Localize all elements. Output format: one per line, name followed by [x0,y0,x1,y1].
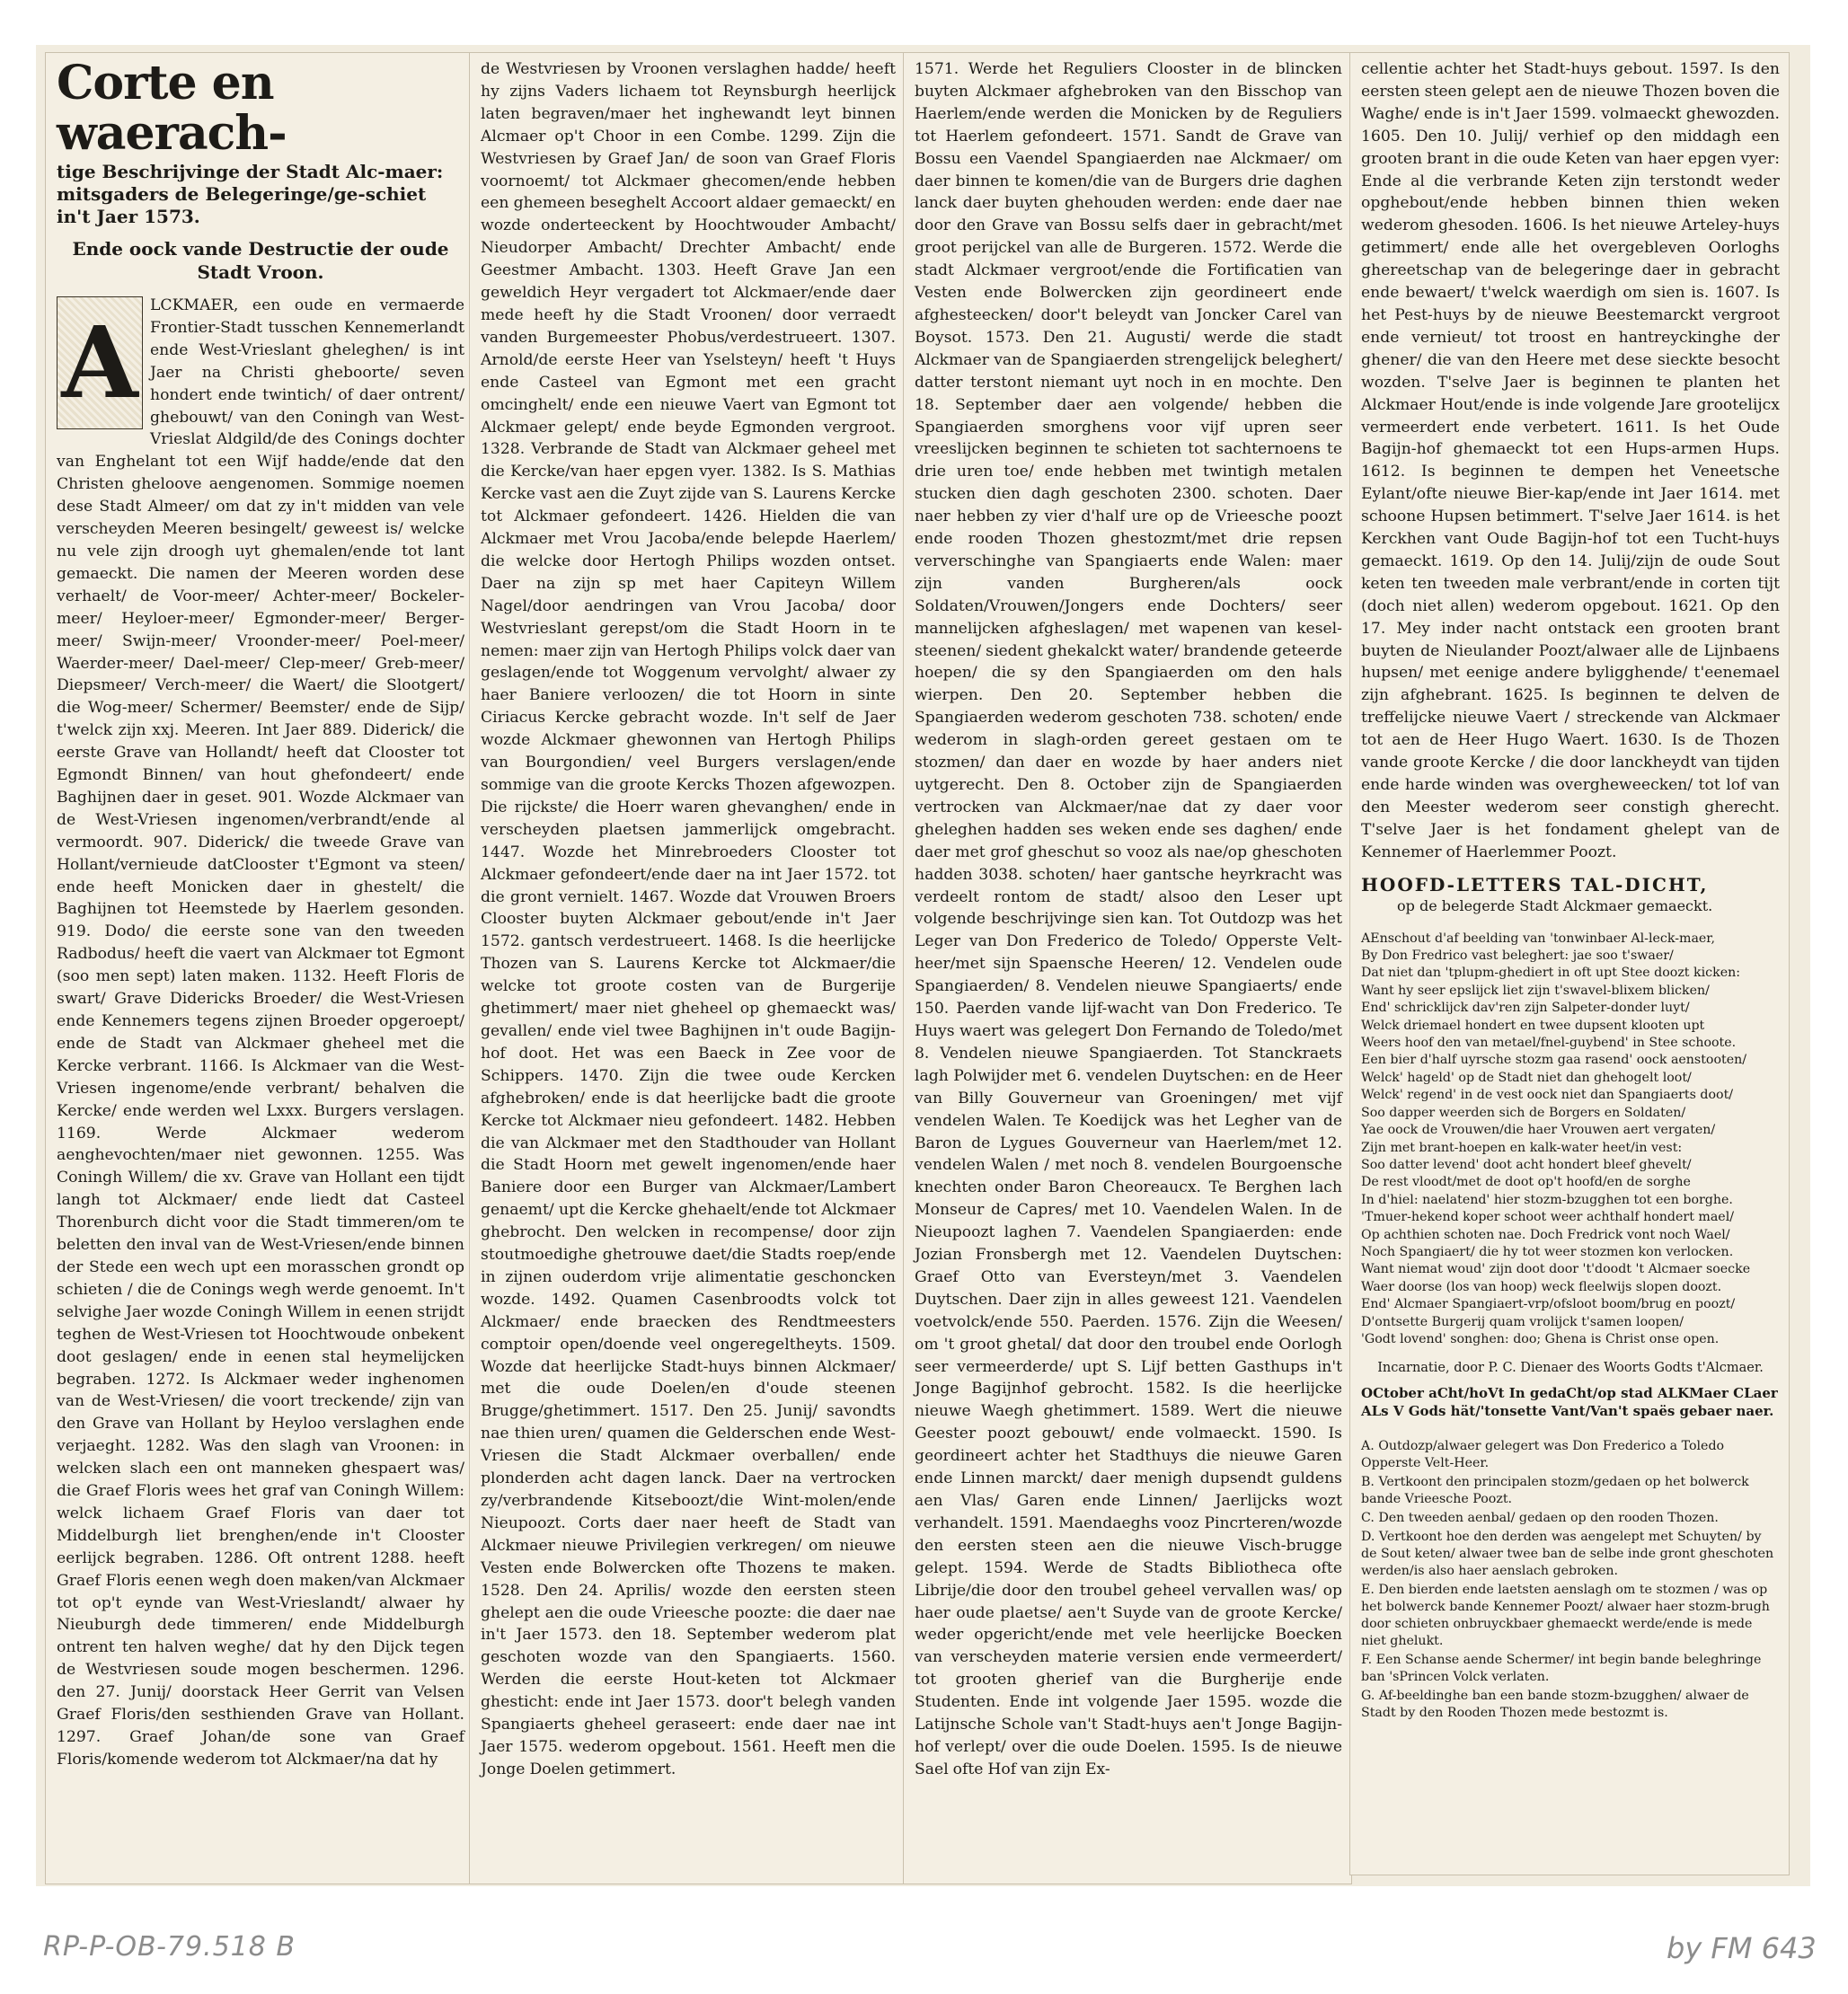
legend-item-c: C. Den tweeden aenbal/ gedaen op den rooden Thozen. [1361,1511,1719,1526]
title-continuation: tige Beschrijvinge der Stadt Alc-maer: mitsgaders de Belegeringe/ge-schiet in't Jaer 1573. [57,161,444,227]
poem-subtitle: op de belegerde Stadt Alckmaer gemaeckt. [1397,896,1713,914]
legend-item-b: B. Vertkoont den principalen stozm/gedaen op het bolwerck bande Vrieesche Poozt. [1361,1475,1749,1507]
column-4-text: cellentie achter het Stadt-huys gebout. 1597. Is den eersten steen gelept aen de nieuwe Thozen boven die Waghe/ ende is in't Jaer 1599. volmaeckt ghewozden. 1605. Den 10. Julij/ verhief op den middagh een grooten brant in die oude Keten van haer epgen vyer: Ende al die verbrande Keten zijn terstondt weder opghebout/ende hebben binnen thien weken wederom ghesoden. 1606. Is het nieuwe Arteley-huys getimmert/ ende alle het overgebleven Oorloghs ghereetschap van de belegeringe daer in gebracht ende bewaert/ t'welck waerdigh om sien is. 1607. Is het Pest-huys by de nieuwe Beestemarckt vergroot ende vernieut/ tot troost en hantreyckinghe der ghener/ die van den Heere met dese sieckte besocht wozden. T'selve Jaer is beginnen te planten het Alckmaer Hout/ende is inde volgende Jare grootelijcx vermeerdert ende verbetert. 1611. Is het Oude Bagijn-hof ghemaeckt tot een Hups-armen Hups. 1612. Is beginnen te dempen het Veneetsche Eylant/ofte nieuwe Bier-kap/ende int Jaer 1614. met schoone Hupsen betimmert. T'selve Jaer 1614. is het Kerckhen vant Oude Bagijn-hof tot een Tucht-huys gemaeckt. 1619. Op den 14. Julij/zijn de oude Sout keten ten tweeden male verbrant/ende in corten tijt (doch niet allen) wederom opgebout. 1621. Op den 17. Mey inder nacht ontstack een grooten brant buyten de Nieulander Poozt/alwaer alle de Lijnbaens hupsen/ met eenige andere byligghende/ t'eenemael zijn afghebrant. 1625. Is beginnen te delven de treffelijcke nieuwe Vaert / streckende van Alckmaer tot aen de Heer Hugo Waert. 1630. Is de Thozen vande groote Kercke / die door lanckheydt van tijden ende harde winden was overgheweecken/ tot lof van den Meester wederom seer constigh gherecht. T'selve Jaer is het fondament ghelept van de Kennemer of Haerlemmer Poozt. [1361,60,1780,861]
poem-signature: Incarnatie, door P. C. Dienaer des Woorts Godts t'Alcmaer. [1377,1361,1764,1376]
legend-item-a: A. Outdozp/alwaer gelegert was Don Frederico a Toledo Opperste Velt-Heer. [1361,1439,1725,1471]
title-heading: Corte en waerach- [57,56,287,161]
poem-text: AEnschout d'af beelding van 'tonwinbaer Al-leck-maer, By Don Fredrico vast beleghert: jae soo t'swaer/ Dat niet dan 'tplupm-ghediert in oft upt Stee doozt kicken: Want hy seer epslijck liet zijn t'swavel-blixem blicken/ End' schricklijck dav'ren zijn Salpeter-donder luyt/ Welck driemael hondert en twee dupsent klooten upt Weers hoof den van metael/fnel-guybend' in Stee schoote. Een bier d'half uyrsche stozm gaa rasend' oock aenstooten/ Welck' hageld' op de Stadt niet dan ghehogelt loot/ Welck' regend' in de vest oock niet dan Spangiaerts doot/ Soo dapper weerden sich de Borgers en Soldaten/ Yae oock de Vrouwen/die haer Vrouwen aert vergaten/ Zijn met brant-hoepen en kalk-water heet/in vest: Soo datter levend' doot acht hondert bleef ghevelt/ De rest vloodt/met de doot op't hoofd/en de sorghe In d'hiel: naelatend' hier stozm-bzugghen tot een borghe. 'Tmuer-hekend koper schoot weer achthalf hondert mael/ Op achthien schoten nae. Doch Fredrick vont noch Wael/ Noch Spangiaert/ die hy tot weer stozmen kon verlocken. Want niemat woud' zijn doot door 't'doodt 't Alcmaer soecke Waer doorse (los van hoop) weck fleelwijs slopen doozt. End' Alcmaer Spangiaert-vrp/ofsloot boom/brug en poozt/ D'ontsette Burgerij quam vrolijck t'samen loopen/ 'Godt lovend' songhen: doo; Ghena is Christ onse open. [1361,931,1751,1346]
column-3-text: 1571. Werde het Reguliers Clooster in de blincken buyten Alckmaer afghebroken van den Bisschop van Haerlem/ende werden die Monicken by de Reguliers tot Haerlem gefondeert. 1571. Sandt de Grave van Bossu een Vaendel Spangiaerden nae Alckmaer/ om daer binnen te komen/die van de Burgers drie daghen lanck daer buyten ghehouden werden: ende daer nae door den Grave van Bossu selfs daer in gebracht/met groot perijckel van alle de Burgeren. 1572. Werde die stadt Alckmaer vergroot/ende die Fortificatien van Vesten ende Bolwercken zijn geordineert ende afghesteecken/ door't beleydt van Joncker Carel van Boysot. 1573. Den 21. Augusti/ werde die stadt Alckmaer van de Spangiaerden strengelijck beleghert/ datter terstont niemant uyt noch in en mochte. Den 18. September daer aen volgende/ hebben die Spangiaerden smorghens voor vijf upren seer vreeslijcken beginnen te schieten tot sachternoens te drie uren toe/ ende hebben met twintigh metalen stucken dien dagh geschoten 2300. schoten. Daer naer hebben zy vier d'half ure op de Vrieesche poozt ende rooden Thozen ghestozmt/met drie repsen ververschinghe van Spangiaerts ende Walen: maer zijn vanden Burgheren/als oock Soldaten/Vrouwen/Jongers ende Dochters/ seer mannelijcken afgheslagen/ met wapenen van kesel-steenen/ siedent ghekalckt water/ brandende geteerde hoepen/ die sy den Spangiaerden om den hals wierpen. Den 20. September hebben die Spangiaerden wederom geschoten 738. schoten/ ende wederom in slagh-orden gereet gestaen om te stozmen/ dan daer en wozde by haer anders niet uytgerecht. Den 8. October zijn de Spangiaerden vertrocken van Alckmaer/nae dat zy daer voor gheleghen hadden ses weken ende ses daghen/ ende daer met grof gheschut so vooz als nae/op gheschoten hadden 3038. schoten/ haer gantsche heyrkracht was verdeelt rontom de stadt/ alsoo den Leser upt volgende beschrijvinge sien kan. Tot Outdozp was het Leger van Don Frederico de Toledo/ Opperste Velt-heer/met sijn Spaensche Heeren/ 12. Vendelen oude Spangiaerden/ 8. Vendelen nieuwe Spangiaerts/ ende 150. Paerden vande lijf-wacht van Don Frederico. Te Huys waert was gelegert Don Fernando de Toledo/met 8. Vendelen nieuwe Spangiaerden. Tot Stanckraets lagh Polwijder met 6. vendelen Duytschen: en de Heer van Billy Gouverneur van Groeningen/ met vijf vendelen Walen. Te Koedijck was het Legher van de Baron de Lygues Gouverneur van Haerlem/met 12. vendelen Walen / met noch 8. vendelen Bourgoensche knechten onder Baron Cheoreaucx. Te Berghen lach Monseur de Capres/ met 10. Vaendelen Walen. In de Nieupoozt laghen 7. Vaendelen Spangiaerden: ende Jozian Fronsbergh met 12. Vaendelen Duytschen: Graef Otto van Eversteyn/met 3. Vaendelen Duytschen. Daer zijn in alles geweest 121. Vaendelen voetvolck/ende 550. Paerden. 1576. Zijn die Weesen/ om 't groot ghetal/ dat door den troubel ende Oorlogh seer vermeerderde/ upt S. Lijf betten Gasthups in't Jonge Bagijnhof gebrocht. 1582. Is die heerlijcke nieuwe Waegh ghetimmert. 1589. Wert die nieuwe Geester poozt gebouwt/ ende volmaeckt. 1590. Is geordineert achter het Stadthuys die nieuwe Garen ende Linnen marckt/ daer menigh dupsendt guldens aen Vlas/ Garen ende Linnen/ Jaerlijcks wozt verhandelt. 1591. Maendaeghs vooz Pincrteren/wozde den eersten steen aen die nieuwe Visch-brugge gelept. 1594. Werde de Stadts Bibliotheca ofte Librije/die door den troubel geheel vervallen was/ op haer oude plaetse/ aen't Suyde van de groote Kercke/ weder opgericht/ende met vele heerlijcke Boecken van verscheyden materie versien ende vermeerdert/ tot grooten gherief van die Burgherije ende Studenten. Ende int volgende Jaer 1595. wozde die Latijnsche Schole van't Stadt-huys aen't Jonge Bagijn-hof verlept/ over die oude Doelen. 1595. Is de nieuwe Sael ofte Hof van zijn Ex- [915,60,1342,1778]
text-column-2 [469,52,906,1884]
text-column-3 [903,52,1352,1884]
subtitle: Ende oock vande Destructie der oude Stadt Vroon. [72,238,449,283]
legend-item-f: F. Een Schanse aende Schermer/ int begin bande beleghringe ban 'sPrincen Volck verlaten. [1361,1653,1762,1685]
map-legend [1361,1438,1780,1722]
chronogram: OCtober aCht/hoVt In gedaCht/op stad ALKMaer CLaer ALs V Gods hät/'tonsette Vant/Van't spaës gebaer naer. [1361,1385,1778,1420]
legend-item-e: E. Den bierden ende laetsten aenslagh om te stozmen / was op het bolwerck bande Kennemer Poozt/ alwaer haer stozm-brugh door schieten onbruyckbaer ghemaeckt werde/ende is mede niet ghelukt. [1361,1583,1770,1649]
column-2-text: de Westvriesen by Vroonen verslaghen hadde/ heeft hy zijns Vaders lichaem tot Reynsburgh heerlijck laten begraven/maer het inghewandt leyt binnen Alcmaer op't Choor in een Combe. 1299. Zijn die Westvriesen by Graef Jan/ de soon van Graef Floris voornoemt/ tot Alckmaer ghecomen/ende hebben een ghemeen beseghelt Accoort aldaer gemaeckt/ en wozde onderteeckent by Hoochtwouder Ambacht/ Nieudorper Ambacht/ Drechter Ambacht/ ende Geestmer Ambacht. 1303. Heeft Grave Jan een geweldich Heyr vergadert tot Alckmaer/ende daer mede heeft hy die Stadt Vroonen/ door verraedt vanden Burgemeester Phobus/verdestrueert. 1307. Arnold/de eerste Heer van Yselsteyn/ heeft 't Huys ende Casteel van Egmont met een gracht omcinghelt/ ende een nieuwe Vaert van Egmont tot Alckmaer gelept/ ende beyde Egmonden vergroot. 1328. Verbrande de Stadt van Alckmaer geheel met die Kercke/van haer epgen vyer. 1382. Is S. Mathias Kercke vast aen die Zuyt zijde van S. Laurens Kercke tot Alckmaer gefondeert. 1426. Hielden die van Alckmaer met Vrou Jacoba/ende belepde Haerlem/ die welcke door Hertogh Philips wozden ontset. Daer na zijn sp met haer Capiteyn Willem Nagel/door aendringen van Vrou Jacoba/ door Westvrieslant gerepst/om die Stadt Hoorn in te nemen: maer zijn van Hertogh Philips volck daer van geslagen/ende tot Woggenum vervolght/ alwaer zy haer Baniere verloozen/ die tot Hoorn in sinte Ciriacus Kercke gebracht wozde. In't self de Jaer wozde Alckmaer ghewonnen van Hertogh Philips van Bourgondien/ veel Burgers verslagen/ende sommige van die groote Kercks Thozen afgewozpen. Die rijckste/ die Hoerr waren ghevanghen/ ende in verscheyden plaetsen jammerlijck omgebracht. 1447. Wozde het Minrebroeders Clooster tot Alckmaer gefondeert/ende daer na int Jaer 1572. tot die gront vernielt. 1467. Wozde dat Vrouwen Broers Clooster buyten Alckmaer gebout/ende in't Jaer 1572. gantsch verdestrueert. 1468. Is die heerlijcke Thozen van S. Laurens Kercke tot Alckmaer/die welcke tot groote costen van de Burgerije ghetimmert/ maer niet gheheel op ghemaeckt was/ gevallen/ ende viel twee Baghijnen in't oude Bagijn-hof doot. Het was een Baeck in Zee voor de Schippers. 1470. Zijn die twee oude Kercken afghebroken/ ende is dat heerlijcke badt die groote Kercke tot Alckmaer nieu gefondeert. 1482. Hebben die van Alckmaer met den Stadthouder van Hollant die Stadt Hoorn met gewelt ingenomen/ende haer Baniere door een Burger van Alckmaer/Lambert genaemt/ upt die Kercke ghehaelt/ende tot Alckmaer ghebrocht. Den welcken in recompense/ door zijn stoutmoedighe ghetrouwe daet/die Stadts roep/ende in zijnen ouderdom vrije alimentatie geschoncken wozde. 1492. Quamen Casenbroodts volck tot Alckmaer/ ende braecken des Rendtmeesters comptoir open/doende veel ongeregeltheyts. 1509. Wozde dat heerlijcke Stadt-huys binnen Alckmaer/ met die oude Doelen/en d'oude steenen Brugge/ghetimmert. 1517. Den 25. Junij/ savondts nae thien uren/ quamen die Gelderschen ende West-Vriesen die Stadt Alckmaer overballen/ ende plonderden acht dagen lanck. Daer na vertrocken zy/verbrandende Kitseboozt/die Wint-molen/ende Nieupoozt. Corts daer naer heeft de Stadt van Alckmaer nieuwe Privilegien verkregen/ om nieuwe Vesten ende Bolwercken ofte Thozens te maken. 1528. Den 24. Aprilis/ wozde den eersten steen ghelept aen die oude Vrieesche poozte: die daer nae in't Jaer 1573. den 18. September wederom plat geschoten wozde van den Spangiaerts. 1560. Werden die eerste Hout-keten tot Alckmaer ghesticht: ende int Jaer 1573. door't belegh vanden Spangiaerts gheheel geraseert: ende daer nae int Jaer 1575. wederom opgebout. 1561. Heeft men die Jonge Doelen getimmert. [481,60,896,1778]
collector-mark: by FM 643 [1667,1931,1817,1965]
text-column-1 [45,52,474,1884]
decorated-initial-icon: A [57,296,143,429]
text-column-4 [1349,52,1790,1875]
legend-item-d: D. Vertkoont hoe den derden was aengelept met Schuyten/ by de Sout keten/ alwaer twee ban de selbe inde gront gheschoten werden/is also haer aenslach gebroken. [1361,1530,1774,1579]
column-1-text: LCKMAER, een oude en vermaerde Frontier-Stadt tusschen Kennemerlandt ende West-Vrieslant gheleghen/ is int Jaer na Christi gheboorte/ seven hondert ende twintich/ of daer ontrent/ ghebouwt/ van den Coningh van West-Vrieslat Aldgild/de des Conings dochter van Enghelant tot een Wijf hadde/ende dat den Christen gheloove aengenomen. Sommige noemen dese Stadt Almeer/ om dat zy in't midden van vele verscheyden Meeren besingelt/ geweest is/ welcke nu vele zijn droogh uyt ghemalen/ende tot lant gemaeckt. Die namen der Meeren worden dese verhaelt/ de Voor-meer/ Achter-meer/ Bockeler-meer/ Heyloer-meer/ Egmonder-meer/ Berger-meer/ Swijn-meer/ Vroonder-meer/ Poel-meer/ Waerder-meer/ Dael-meer/ Clep-meer/ Greb-meer/ Diepsmeer/ Verch-meer/ die Waert/ die Slootgert/ die Wog-meer/ Schermer/ Beemster/ ende de Sijp/ t'welck zijn xxj. Meeren. Int Jaer 889. Diderick/ die eerste Grave van Hollandt/ heeft dat Clooster tot Egmondt Binnen/ van hout ghefondeert/ ende Baghijnen daer in geset. 901. Wozde Alckmaer van de West-Vriesen ingenomen/verbrandt/ende al vermoordt. 907. Diderick/ die tweede Grave van Hollant/vernieude datClooster t'Egmont va steen/ ende heeft Monicken daer in ghestelt/ die Baghijnen tot Heemstede by Haerlem gesonden. 919. Dodo/ die eerste sone van den tweeden Radbodus/ heeft die vaert van Alckmaer tot Egmont (soo men sept) laten maken. 1132. Heeft Floris de swart/ Grave Didericks Broeder/ die West-Vriesen ende Kennemers tegens zijnen Broeder opgeroept/ ende de Stadt van Alckmaer gheheel met die Kercke verbrant. 1166. Is Alckmaer van die West-Vriesen ingenome/ende verbrant/ behalven die Kercke/ ende werden wel Lxxx. Burgers verslagen. 1169. Werde Alckmaer wederom aenghevochten/maer niet gewonnen. 1255. Was Coningh Willem/ die xv. Grave van Hollant een tijdt langh tot Alckmaer/ ende liedt dat Casteel Thorenburch dicht voor die Stadt timmeren/om te beletten den inval van de West-Vriesen/ende binnen der Stede een wech upt een morasschen grondt op schieten / die de Conings wegh werde genoemt. In't selvighe Jaer wozde Coningh Willem in eenen strijdt teghen de West-Vriesen tot Hoochtwoude onbekent doot geslagen/ ende in eenen stal heymelijcken begraben. 1272. Is Alckmaer weder inghenomen van de West-Vriesen/ die voort treckende/ zijn van den Grave van Hollant by Heyloo verslaghen ende verjaeght. 1282. Was den slagh van Vroonen: in welcken slach een ont manneken ghespaert was/ die Graef Floris wees het graf van Coningh Willem: welck lichaem Graef Floris van daer tot Middelburgh liet brenghen/ende in't Clooster eerlijck begraben. 1286. Oft ontrent 1288. heeft Graef Floris eenen wegh doen maken/van Alckmaer tot op't eynde van West-Vrieslandt/ alwaer hy Nieuburgh dede timmeren/ ende Middelburgh ontrent ten halven weghe/ dat hy den Dijck tegen de Westvriesen soude mogen beschermen. 1296. den 27. Junij/ doorstack Heer Gerrit van Velsen Graef Floris/den sesthienden Grave van Hollant. 1297. Graef Johan/de sone van Graef Floris/komende wederom tot Alckmaer/na dat hy [57,296,464,1769]
legend-item-g: G. Af-beeldinghe ban een bande stozm-bzugghen/ alwaer de Stadt by den Rooden Thozen mede bestozmt is. [1361,1689,1749,1721]
poem-title: HOOFD-LETTERS TAL-DICHT, [1361,873,1709,896]
inventory-number: RP-P-OB-79.518 B [43,1931,296,1963]
